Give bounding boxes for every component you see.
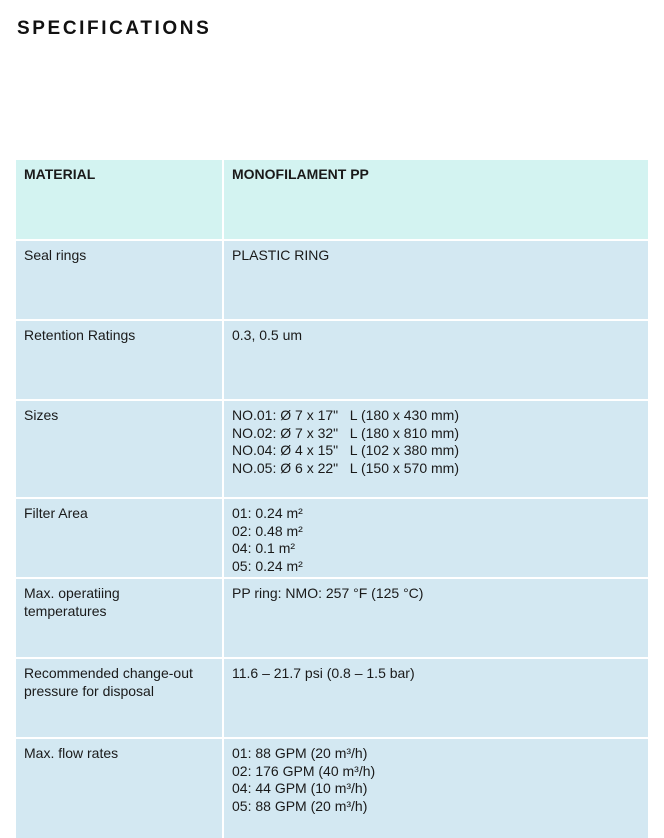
row-value-cell bbox=[223, 738, 648, 838]
row-value-line: 0.3, 0.5 um bbox=[232, 327, 303, 343]
row-label-cell bbox=[16, 578, 223, 658]
table-row-retention-ratings bbox=[16, 320, 648, 400]
row-label-cell bbox=[16, 320, 223, 400]
row-label-line: Recommended change-out bbox=[24, 665, 193, 681]
table-row-seal-rings bbox=[16, 240, 648, 320]
row-label-cell bbox=[16, 498, 223, 578]
row-label-cell bbox=[16, 738, 223, 838]
row-value-line: NO.02: Ø 7 x 32" L (180 x 810 mm) bbox=[232, 424, 459, 441]
row-value-line: NO.04: Ø 4 x 15" L (102 x 380 mm) bbox=[232, 442, 459, 458]
page-title: SPECIFICATIONS bbox=[17, 18, 212, 39]
row-value-cell bbox=[223, 498, 648, 578]
row-value-line: 04: 44 GPM (10 m³/h) bbox=[232, 780, 368, 796]
table-row-max-flow-rates bbox=[16, 738, 648, 838]
row-value-line: NO.01: Ø 7 x 17" L (180 x 430 mm) bbox=[232, 407, 459, 423]
row-label-line: Max. operatiing bbox=[24, 585, 120, 601]
row-value-line: 05: 88 GPM (20 m³/h) bbox=[232, 797, 368, 814]
header-label-cell: MATERIAL bbox=[16, 160, 223, 240]
table-row-change-out-pressure bbox=[16, 658, 648, 738]
row-value-cell bbox=[223, 320, 648, 400]
row-value-line: 11.6 – 21.7 psi (0.8 – 1.5 bar) bbox=[232, 665, 415, 681]
row-value-cell bbox=[223, 658, 648, 738]
table-row-max-operating-temperatures bbox=[16, 578, 648, 658]
row-value-cell bbox=[223, 240, 648, 320]
row-label-line: Filter Area bbox=[24, 505, 88, 521]
specifications-table bbox=[16, 160, 648, 838]
row-label-line: Seal rings bbox=[24, 247, 87, 263]
row-value-line: PLASTIC RING bbox=[232, 247, 330, 263]
row-value-cell bbox=[223, 578, 648, 658]
row-label-cell bbox=[16, 658, 223, 738]
row-label-line: Retention Ratings bbox=[24, 327, 136, 343]
row-value-line: PP ring: NMO: 257 °F (125 °C) bbox=[232, 585, 424, 601]
table-header-row bbox=[16, 160, 648, 240]
row-label-cell bbox=[16, 400, 223, 498]
row-value-line: 02: 176 GPM (40 m³/h) bbox=[232, 762, 376, 779]
row-value-line: NO.05: Ø 6 x 22" L (150 x 570 mm) bbox=[232, 459, 459, 476]
row-label-line: Sizes bbox=[24, 407, 59, 423]
header-value-cell: MONOFILAMENT PP bbox=[223, 160, 648, 240]
row-label-line: Max. flow rates bbox=[24, 745, 119, 761]
row-value-cell bbox=[223, 400, 648, 498]
row-value-line: 04: 0.1 m² bbox=[232, 540, 296, 556]
row-value-line: 05: 0.24 m² bbox=[232, 557, 303, 574]
row-value-line: 01: 0.24 m² bbox=[232, 505, 303, 521]
row-label-line: temperatures bbox=[24, 602, 107, 619]
row-value-line: 02: 0.48 m² bbox=[232, 522, 303, 539]
row-value-line: 01: 88 GPM (20 m³/h) bbox=[232, 745, 368, 761]
row-label-cell bbox=[16, 240, 223, 320]
table-row-filter-area bbox=[16, 498, 648, 578]
table-row-sizes bbox=[16, 400, 648, 498]
row-label-line: pressure for disposal bbox=[24, 682, 154, 699]
